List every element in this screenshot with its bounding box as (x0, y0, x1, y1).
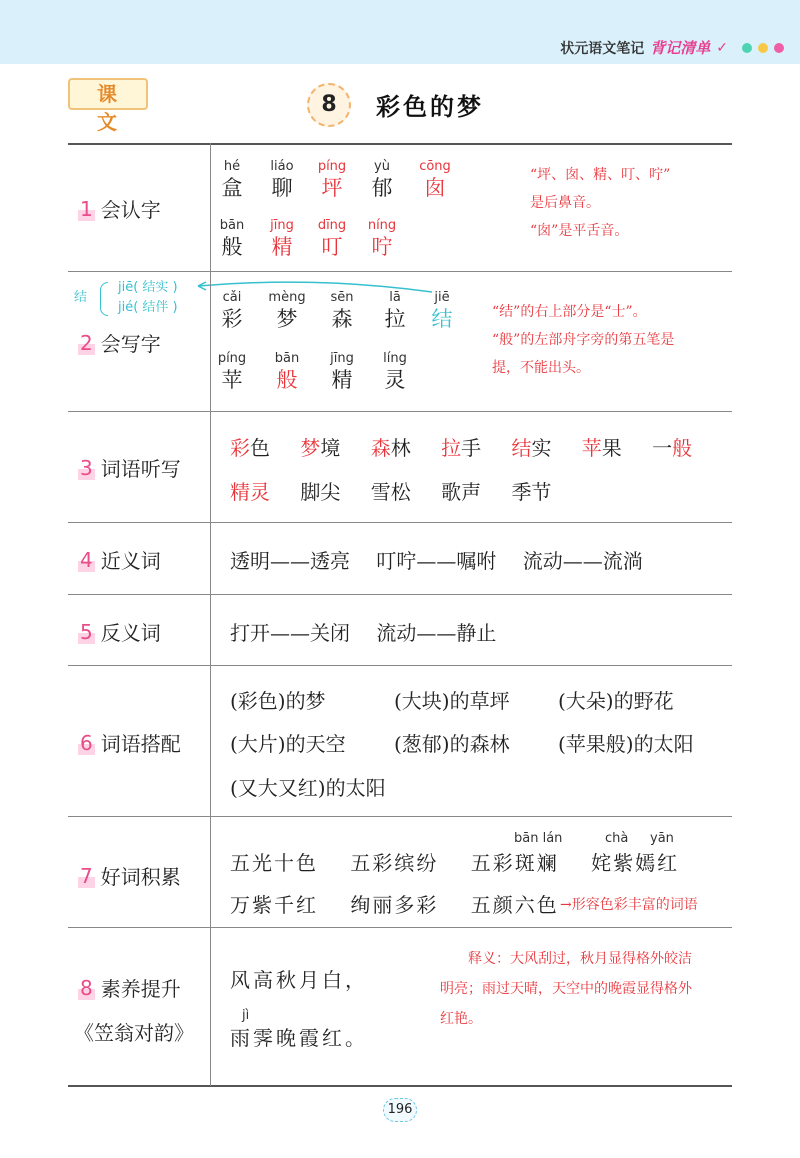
pinyin: bān lán (514, 831, 563, 846)
dot-icon-green (742, 43, 752, 53)
char-item: yù 郁 (371, 159, 393, 200)
poem-line: 雨霁晚霞红。 (230, 1026, 368, 1050)
char-item: hé 盒 (221, 159, 243, 200)
word: 五颜六色 (470, 893, 559, 917)
collocation: (彩色)的梦 (230, 689, 326, 713)
row-number: 5 (80, 619, 93, 644)
row-number: 7 (80, 863, 93, 888)
row-collocations (68, 666, 732, 817)
note: “坪、囱、精、叮、咛” 是后鼻音。 “囱”是平舌音。 (530, 167, 671, 239)
row-label (78, 453, 181, 482)
char-item: jīng 精 (270, 218, 294, 259)
row-antonyms (68, 595, 732, 666)
word-pair: 流动——静止 (376, 621, 497, 645)
row-title: 会写字 (100, 332, 161, 356)
word: 彩色 (230, 436, 270, 460)
char-item: cǎi 彩 (221, 290, 243, 331)
word: 苹果 (581, 436, 622, 460)
word: 歌声 (441, 480, 482, 504)
row-content (220, 523, 732, 594)
word-line (230, 432, 692, 461)
word: 脚尖 (300, 480, 341, 504)
collocation: (大片)的天空 (230, 732, 346, 756)
pinyin: jì (242, 1008, 250, 1023)
row-label (78, 328, 161, 357)
row-label (78, 545, 161, 574)
row-title: 近义词 (100, 549, 161, 573)
dot-icon-yellow (758, 43, 768, 53)
word: 梦境 (300, 436, 341, 460)
top-banner (0, 0, 800, 64)
page-number: 196 (383, 1098, 417, 1122)
word: 万紫千红 (230, 893, 318, 917)
brand-name: 状元语文笔记 (560, 40, 645, 57)
word: 一般 (652, 436, 693, 460)
collocation: (大朵)的野花 (558, 689, 674, 713)
row-title: 词语听写 (100, 457, 181, 481)
char-item: píng 坪 (317, 159, 347, 200)
word: 拉手 (441, 436, 482, 460)
row-title: 词语搭配 (100, 732, 181, 756)
row-dictation (68, 412, 732, 523)
row-number: 8 (80, 975, 93, 1000)
row-content (217, 272, 732, 411)
notes-table (68, 143, 732, 1087)
row-label (78, 617, 161, 646)
word-pair: 透明——透亮 (230, 549, 350, 573)
word: 五彩缤纷 (350, 851, 439, 875)
row-title: 素养提升 (100, 977, 181, 1001)
word: 结实 (511, 436, 552, 460)
row-label (78, 194, 161, 223)
word: 雪松 (370, 480, 411, 504)
char-item: cōng 囱 (419, 159, 451, 200)
row-good-words (68, 817, 732, 928)
char-item: jiē 结 (431, 290, 453, 331)
word-pair: 叮咛——嘱咐 (376, 549, 497, 573)
synonym-line (230, 545, 663, 574)
row-title: 反义词 (100, 621, 161, 645)
collocation: (苹果般)的太阳 (558, 732, 694, 756)
poem-line: 风高秋月白， (230, 968, 368, 992)
lesson-number: 8 (307, 83, 351, 127)
row-content (220, 412, 732, 522)
brand-slogan: 背记清单 (650, 39, 711, 57)
row-number: 3 (80, 455, 93, 480)
collocation: (葱郁)的森林 (394, 732, 510, 756)
collocation-line (230, 772, 410, 801)
pinyin: yān (650, 831, 674, 846)
row-number: 4 (80, 547, 93, 572)
word-line (230, 476, 575, 505)
word-pair: 流动——流淌 (522, 549, 643, 573)
word-line (230, 889, 561, 918)
note: →形容色彩丰富的词语 (560, 897, 698, 913)
word: 五光十色 (230, 851, 318, 875)
antonym-line (230, 617, 516, 646)
word: 姹紫嫣红 (591, 851, 680, 875)
note: 释义：大风刮过，秋月显得格外皎洁 明亮；雨过天晴，天空中的晚霞显得格外 红艳。 (440, 951, 692, 1027)
char-item: mèng 梦 (268, 290, 306, 331)
column-divider (210, 143, 211, 1086)
row-content (220, 145, 732, 271)
pinyin: chà (605, 831, 629, 846)
char-item: dīng 叮 (317, 218, 347, 259)
collocation: (又大又红)的太阳 (230, 776, 386, 800)
word: 精灵 (230, 480, 270, 504)
source-title: 《笠翁对韵》 (74, 1021, 194, 1045)
word: 绚丽多彩 (350, 893, 439, 917)
row-title: 好词积累 (100, 865, 181, 889)
char-item: bān 般 (274, 351, 300, 392)
char-item: lā 拉 (384, 290, 406, 331)
dot-icon-pink (774, 43, 784, 53)
row-label (78, 728, 181, 757)
word-line (230, 847, 703, 876)
row-number: 6 (80, 730, 93, 755)
row-content (220, 666, 732, 816)
row-write: 结 jiē( 结实 ) jié( 结伴 ) 2 会写字 cǎi 彩 mèng 梦 sēn 森 lā 拉 jiē 结 píng 苹 bān 般 jīng 精 líng 灵 “结”的右上部分是“士”。 “般”的左部舟字旁的第五笔是 提，不能出头。 (68, 272, 732, 412)
char-item: liáo 聊 (270, 159, 294, 200)
row-synonyms (68, 523, 732, 595)
check-icon: ✓ (716, 39, 728, 56)
word: 季节 (511, 480, 552, 504)
char-item: sēn 森 (330, 290, 354, 331)
row-recognize (68, 145, 732, 272)
word-pair: 打开——关闭 (230, 621, 350, 645)
row-content (220, 928, 732, 1085)
row-content (220, 595, 732, 665)
char-item: píng 苹 (217, 351, 247, 392)
collocation-line (230, 728, 694, 757)
brand (560, 37, 784, 58)
char-item: jīng 精 (330, 351, 354, 392)
row-number: 1 (80, 196, 93, 221)
collocation: (大块)的草坪 (394, 689, 510, 713)
char-item: níng 咛 (367, 218, 397, 259)
lesson-title: 彩色的梦 (376, 93, 484, 121)
collocation-line (230, 685, 674, 714)
brace (100, 282, 108, 316)
row-content (220, 817, 732, 927)
row-label (78, 973, 181, 1002)
word: 五彩斑斓 (470, 851, 559, 875)
row-literacy (68, 928, 732, 1087)
word: 森林 (370, 436, 411, 460)
char-item: bān 般 (219, 218, 245, 259)
section-label: 课 文 (68, 78, 148, 110)
row-title: 会认字 (100, 198, 161, 222)
char-item: líng 灵 (383, 351, 407, 392)
row-number: 2 (80, 330, 93, 355)
row-label (78, 861, 181, 890)
note: “结”的右上部分是“士”。 “般”的左部舟字旁的第五笔是 提，不能出头。 (492, 304, 675, 376)
